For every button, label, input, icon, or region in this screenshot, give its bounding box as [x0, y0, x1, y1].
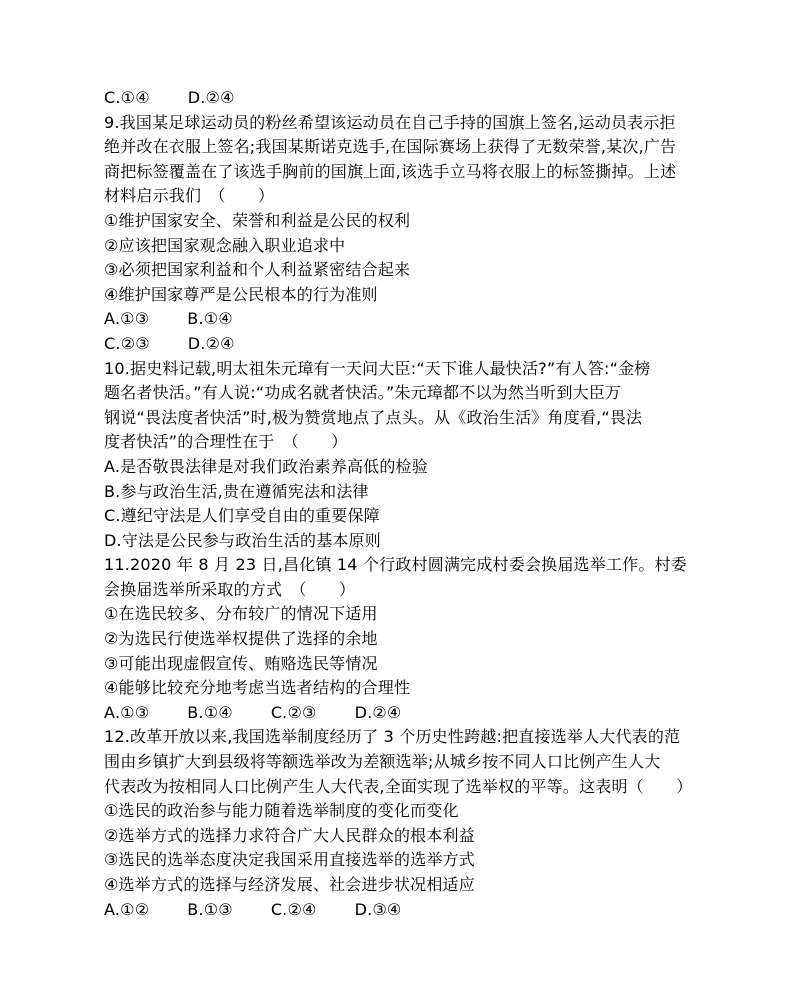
q9-stem-line: 商把标签覆盖在了该选手胸前的国旗上面,该选手立马将衣服上的标签撕掉。上述: [104, 161, 677, 181]
question-12: [104, 725, 694, 922]
q10-option-b: B.参与政治生活,贵在遵循宪法和法律: [104, 481, 369, 501]
q10-option-a: A.是否敬畏法律是对我们政治素养高低的检验: [104, 456, 428, 476]
q9-statement-2: ②应该把国家观念融入职业追求中: [104, 235, 346, 255]
q9-statement-4: ④维护国家尊严是公民根本的行为准则: [104, 284, 378, 304]
q9-statement-1: ①维护国家安全、荣誉和利益是公民的权利: [104, 210, 411, 230]
q11-option-a: A.①③: [104, 702, 150, 722]
q11-option-b: B.①④: [187, 702, 233, 722]
question-content: [104, 86, 694, 922]
q11-statement-3: ③可能出现虚假宣传、贿赂选民等情况: [104, 653, 378, 673]
q9-stem-line: 材料启示我们 （ ）: [104, 186, 275, 206]
question-11: [104, 553, 694, 725]
q11-stem-line: 11.2020 年 8 月 23 日,昌化镇 14 个行政村圆满完成村委会换届选举工作。村委: [104, 555, 687, 575]
q12-stem-line: 围由乡镇扩大到县级将等额选举改为差额选举;从城乡按不同人口比例产生人大: [104, 752, 661, 772]
q8-option-c: C.①④: [104, 88, 150, 107]
q10-stem-line: 钢说“畏法度者快活”时,极为赞赏地点了点头。从《政治生活》角度看,“畏法: [104, 407, 643, 427]
q11-statement-4: ④能够比较充分地考虑当选者结构的合理性: [104, 678, 411, 698]
q9-option-d: D.②④: [187, 333, 235, 353]
q12-options-row: [104, 898, 694, 923]
q12-option-c: C.②④: [270, 899, 317, 919]
q9-option-b: B.①④: [187, 309, 233, 329]
question-9: [104, 111, 694, 357]
q9-option-a: A.①③: [104, 309, 150, 329]
q12-statement-1: ①选民的政治参与能力随着选举制度的变化而变化: [104, 801, 459, 821]
q12-statement-4: ④选举方式的选择与经济发展、社会进步状况相适应: [104, 875, 475, 894]
q11-option-c: C.②③: [270, 702, 317, 722]
q10-stem-line: 10.据史料记载,明太祖朱元璋有一天问大臣:“天下谁人最快活?”有人答:“金榜: [104, 358, 651, 378]
q10-stem-line: 题名者快活。”有人说:“功成名就者快活。”朱元璋都不以为然当听到大臣万: [104, 383, 622, 403]
q11-options-row: [104, 701, 694, 726]
q12-option-b: B.①③: [187, 899, 233, 919]
q11-statement-1: ①在选民较多、分布较广的情况下适用: [104, 604, 378, 624]
q11-statement-2: ②为选民行使选举权提供了选择的余地: [104, 629, 378, 649]
q8-options-row: [104, 86, 694, 111]
q12-stem-line: 代表改为按相同人口比例产生人大代表,全面实现了选举权的平等。这表明（ ）: [104, 776, 693, 796]
q10-option-d: D.守法是公民参与政治生活的基本原则: [104, 530, 382, 550]
q11-stem-line: 会换届选举所采取的方式 （ ）: [104, 579, 356, 599]
q12-statement-2: ②选举方式的选择力求符合广大人民群众的根本利益: [104, 825, 475, 845]
q9-stem-line: 9.我国某足球运动员的粉丝希望该运动员在自己手持的国旗上签名,运动员表示拒: [104, 112, 676, 132]
q11-option-d: D.②④: [354, 702, 402, 722]
q12-option-a: A.①②: [104, 899, 150, 919]
q9-options-row: [104, 307, 694, 332]
q8-option-d: D.②④: [187, 88, 235, 107]
q10-stem-line: 度者快活”的合理性在于 （ ）: [104, 432, 348, 452]
q9-options-row: [104, 332, 694, 357]
q9-option-c: C.②③: [104, 333, 150, 353]
q12-statement-3: ③选民的选举态度决定我国采用直接选举的选举方式: [104, 850, 475, 870]
q12-option-d: D.③④: [354, 899, 402, 919]
q12-stem-line: 12.改革开放以来,我国选举制度经历了 3 个历史性跨越:把直接选举人大代表的范: [104, 727, 681, 747]
q9-statement-3: ③必须把国家利益和个人利益紧密结合起来: [104, 260, 411, 280]
q9-stem-line: 绝并改在衣服上签名;我国某斯诺克选手,在国际赛场上获得了无数荣誉,某次,广告: [104, 137, 677, 157]
question-10: [104, 357, 694, 554]
q10-option-c: C.遵纪守法是人们享受自由的重要保障: [104, 506, 380, 526]
